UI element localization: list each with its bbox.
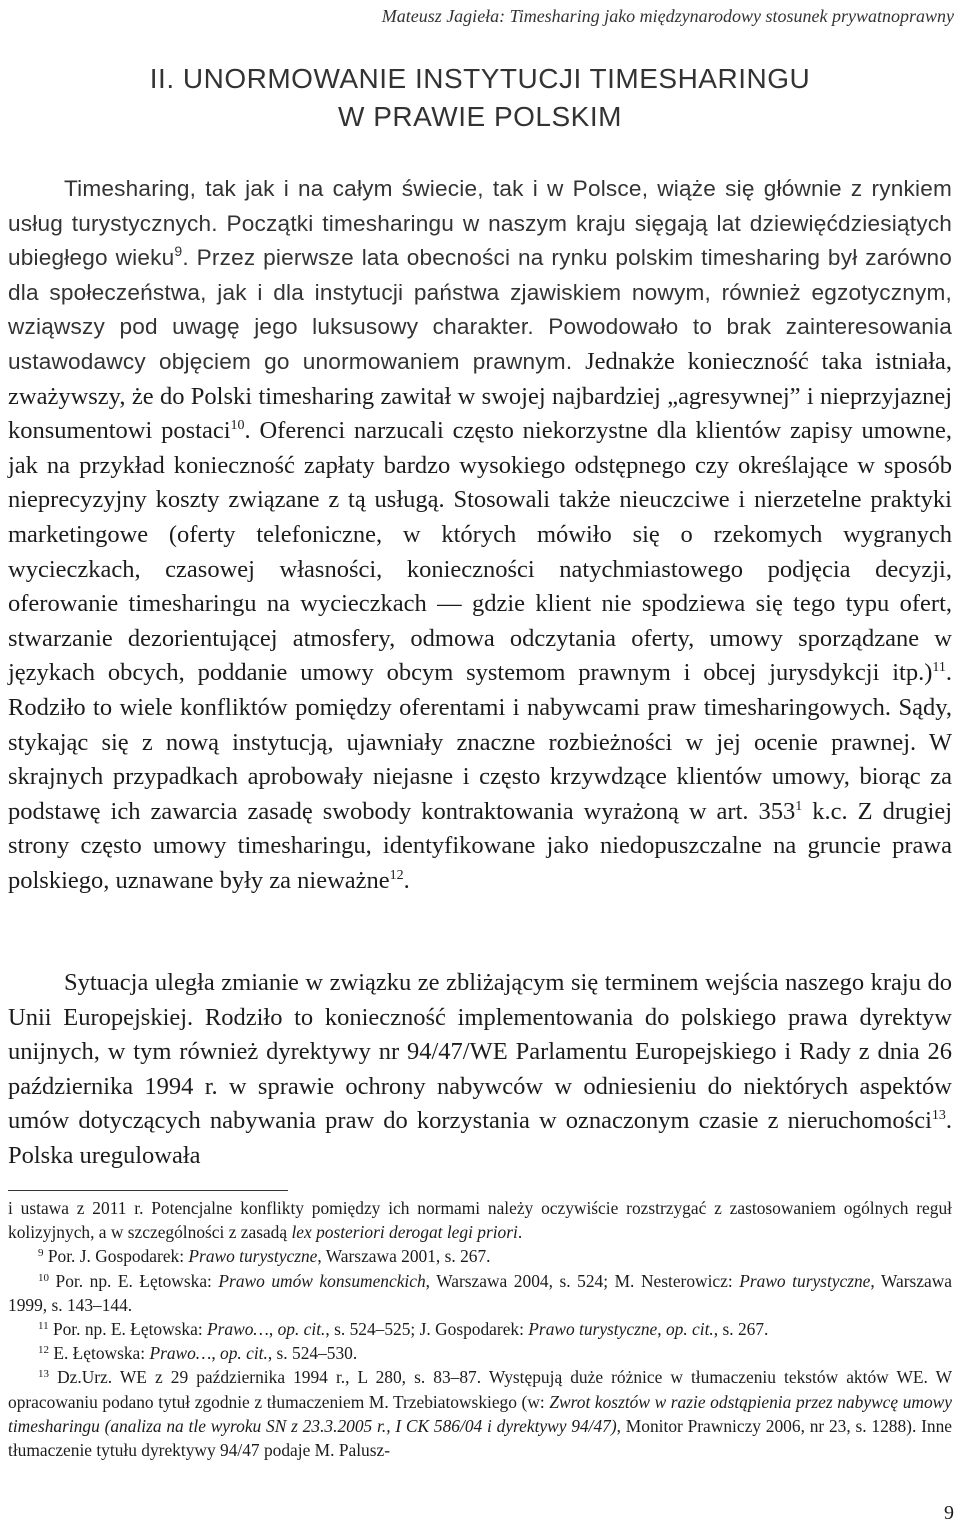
footnote-continuation bbox=[8, 1196, 952, 1244]
footnote-continuation-text: i ustawa z 2011 r. Potencjalne konflikty pomiędzy ich normami należy oczywiście rozstrzygać z zastosowaniem ogólnych reguł kolizyjnych, a w szczególności z zasadą bbox=[8, 1198, 952, 1243]
footnote-10-title-1: Prawo umów konsumenckich bbox=[218, 1270, 426, 1291]
footnote-9-title: Prawo turystyczne bbox=[188, 1246, 318, 1267]
section-heading-line-2: W PRAWIE POLSKIM bbox=[338, 101, 622, 132]
footnote-12-text: E. Łętowska: bbox=[49, 1343, 150, 1364]
footnote-13-text: Dz.Urz. WE z 29 października 1994 r., L 280, s. 83–87. Występują duże różnice w tłumaczeniu tekstów aktów WE. W opracowaniu podano tytuł zgodnie z tłumaczeniem M. Trzebiatowskiego (w: bbox=[8, 1367, 952, 1412]
footnote-12-opcit: op. cit. bbox=[220, 1343, 268, 1364]
footnote-12-rest: , s. 524–530. bbox=[267, 1343, 358, 1364]
footnote-9-text: Por. J. Gospodarek: bbox=[43, 1246, 189, 1267]
paragraph-1-text-b: . Oferenci narzucali często niekorzystne dla klientów zapisy umowne, jak na przykład konieczność zapłaty bardzo wysokiego odstępnego czy określające w sposób nieprecyzyjny koszty związane z tą usługą. Stosowali także nieuczciwe i nierzetelne praktyki marketingowe (oferty telefoniczne, w których mówiło się o rzekomych wygranych wycieczkach, czasowej własności, konieczności natychmiastowego podjęcia decyzji, oferowanie timesharingu na wycieczkach — gdzie klient nie spodziewa się tego typu ofert, stwarzanie dezorientującej atmosfery, odmowa odczytania oferty, umowy sporządzane w językach obcych, poddanie umowy obcym systemom prawnym i obcej jurysdykcji itp.) bbox=[8, 417, 952, 687]
footnote-12-number: 12 bbox=[38, 1344, 49, 1357]
footnote-11-rest: , s. 267. bbox=[713, 1319, 769, 1340]
footnotes bbox=[8, 1196, 952, 1462]
footnote-11-title-1: Prawo… bbox=[207, 1319, 269, 1340]
footnote-11-title-2: Prawo turystyczne bbox=[528, 1319, 658, 1340]
running-head: Mateusz Jagieła: Timesharing jako międzynarodowy stosunek prywatnoprawny bbox=[381, 6, 954, 26]
body-paragraph-1 bbox=[8, 172, 952, 898]
footnote-12 bbox=[8, 1341, 952, 1365]
footnote-11-sep-2: , bbox=[657, 1319, 666, 1340]
footnote-ref-10: 10 bbox=[230, 418, 245, 434]
footnote-10-mid: , Warszawa 2004, s. 524; M. Nesterowicz: bbox=[425, 1270, 740, 1291]
page-number: 9 bbox=[944, 1502, 954, 1524]
footnote-10 bbox=[8, 1269, 952, 1317]
paragraph-1 bbox=[8, 172, 952, 898]
footnote-ref-11: 11 bbox=[932, 660, 946, 676]
footnote-ref-13: 13 bbox=[931, 1108, 946, 1124]
footnote-9-rest: , Warszawa 2001, s. 267. bbox=[317, 1246, 491, 1267]
footnote-9-number: 9 bbox=[38, 1247, 44, 1260]
paragraph-2-text: Sytuacja uległa zmianie w związku ze zbliżającym się terminem wejścia naszego kraju do Unii Europejskiej. Rodziło to konieczność implementowania do polskiego prawa dyrektyw unijnych, w tym również dyrektywy nr 94/47/WE Parlamentu Europejskiego i Rady z dnia 26 października 1994 r. w sprawie ochrony nabywców w odniesieniu do niektórych aspektów umów dotyczących nabywania praw do korzystania w oznaczonym czasie z nieruchomości bbox=[8, 969, 952, 1135]
article-superscript: 1 bbox=[795, 798, 803, 814]
footnote-divider bbox=[8, 1190, 288, 1191]
footnote-10-number: 10 bbox=[38, 1271, 49, 1284]
footnote-12-sep: , bbox=[211, 1343, 221, 1364]
footnote-continuation-end: . bbox=[517, 1222, 523, 1243]
paragraph-2 bbox=[8, 966, 952, 1174]
paragraph-1-sans-text-2: . Przez pierwsze lata obecności na rynku polskim timesharing był zarówno dla społeczeństwa, jak i dla instytucji państwa zjawiskiem nowym, również egzotycznym, wziąwszy pod uwagę jego luksusowy charakter. Powodowało to brak zainteresowania ustawodawcy objęciem go unormowaniem prawnym. bbox=[8, 245, 952, 374]
footnote-continuation-italic: lex posteriori derogat legi priori bbox=[291, 1222, 518, 1243]
paragraph-1-text-d: k.c. Z drugiej strony często umowy timesharingu, identyfikowane jako niedopuszczalne na gruncie prawa polskiego, uznawane były za nieważne bbox=[8, 797, 952, 894]
footnote-10-title-2: Prawo turystyczne bbox=[739, 1270, 871, 1291]
footnote-ref-9: 9 bbox=[174, 243, 183, 260]
paragraph-1-end: . bbox=[403, 866, 410, 894]
footnote-11-opcit-2: op. cit. bbox=[665, 1319, 714, 1340]
section-heading-line-1: II. UNORMOWANIE INSTYTUCJI TIMESHARINGU bbox=[149, 63, 811, 94]
footnote-10-text: Por. np. E. Łętowska: bbox=[49, 1270, 219, 1291]
paragraph-1-sans-text: Timesharing, tak jak i na całym świecie, tak i w Polsce, wiąże się głównie z rynkiem usług turystycznych. Początki timesharingu w naszym kraju sięgają lat dziewięćdziesiątych ubiegłego wieku bbox=[8, 176, 952, 271]
section-heading bbox=[0, 60, 960, 136]
footnote-11-sep-1: , bbox=[268, 1319, 278, 1340]
footnote-11-opcit-1: op. cit. bbox=[277, 1319, 326, 1340]
footnote-11 bbox=[8, 1317, 952, 1341]
footnote-13-rest: , Monitor Prawniczy 2006, nr 23, s. 1288). Inne tłumaczenie tytułu dyrektywy 94/47 podaje M. Palusz- bbox=[8, 1415, 953, 1461]
footnote-12-title: Prawo… bbox=[149, 1343, 212, 1364]
body-paragraph-2 bbox=[8, 966, 952, 1174]
footnote-11-mid: , s. 524–525; J. Gospodarek: bbox=[325, 1319, 529, 1340]
footnote-ref-12: 12 bbox=[389, 867, 404, 883]
footnote-9 bbox=[8, 1244, 952, 1268]
paragraph-1-text-a: Jednakże konieczność taka istniała, zważywszy, że do Polski timesharing zawitał w swojej najbardziej „agresywnej” i nieprzyjaznej konsumentowi postaci bbox=[8, 347, 952, 445]
paragraph-2-tail: . Polska uregulowała bbox=[8, 1107, 952, 1169]
paragraph-1-text-c: . Rodziło to wiele konfliktów pomiędzy oferentami i nabywcami praw timesharingowych. Sądy, stykając się z nową instytucją, ujawniały znaczne rozbieżności w jej ocenie prawnej. W skrajnych przypadkach aprobowały niejasne i często krzywdzące klientów umowy, biorąc za podstawę ich zawarcia zasadę swobody kontraktowania wyrażoną w art. 353 bbox=[8, 659, 952, 825]
footnote-11-number: 11 bbox=[38, 1320, 49, 1333]
footnote-13-number: 13 bbox=[38, 1368, 49, 1381]
footnote-11-text: Por. np. E. Łętowska: bbox=[48, 1319, 208, 1340]
footnote-13-title: Zwrot kosztów w razie odstąpienia przez nabywcę umowy timesharingu (analiza na tle wyroku SN z 23.3.2005 r., I CK 586/04 i dyrektywy 94/47) bbox=[8, 1391, 952, 1436]
footnote-13 bbox=[8, 1365, 952, 1462]
footnote-10-rest: , Warszawa 1999, s. 143–144. bbox=[8, 1270, 952, 1315]
